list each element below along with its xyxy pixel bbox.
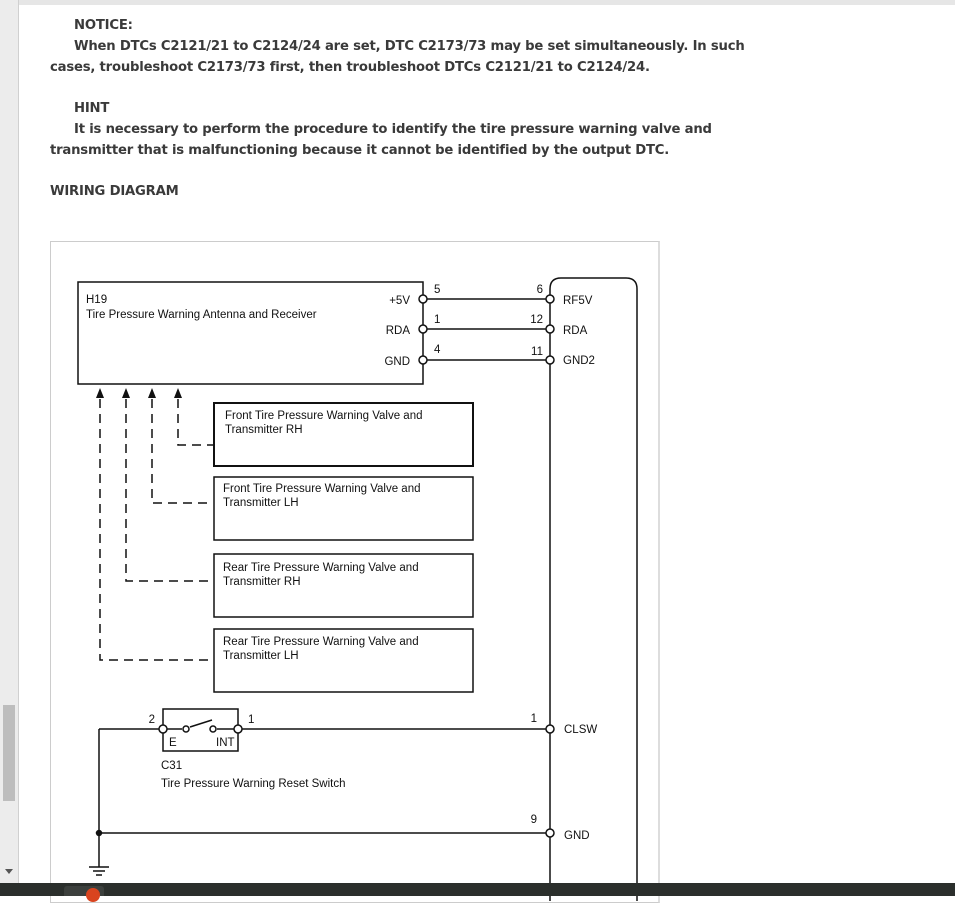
pin-number: 6 [536, 284, 543, 296]
hint-title: HINT [74, 101, 110, 116]
scroll-down-arrow-icon[interactable] [5, 869, 13, 874]
pin-label: GND [564, 830, 590, 842]
pin-label: GND [384, 356, 410, 368]
pin-number: 5 [434, 284, 441, 296]
transmitter-label: Transmitter LH [223, 650, 299, 662]
notice-title: NOTICE: [74, 18, 133, 33]
pin-label: RDA [385, 325, 410, 337]
terminal-label: E [169, 737, 177, 749]
switch-contact [190, 720, 212, 727]
pin-number: 9 [530, 814, 537, 826]
pin-number: 12 [530, 314, 543, 326]
top-edge [0, 0, 955, 5]
pin-number: 4 [434, 344, 441, 356]
vertical-scrollbar[interactable] [0, 0, 19, 883]
pin-number: 1 [248, 714, 255, 726]
junction-dot [97, 831, 102, 836]
notice-line1: When DTCs C2121/21 to C2124/24 are set, DTC C2173/73 may be set simultaneously. In such [74, 39, 745, 54]
app-icon[interactable] [86, 888, 100, 902]
transmitter-label: Transmitter RH [223, 576, 301, 588]
pin-number: 1 [434, 314, 441, 326]
connector-terminals [419, 295, 554, 837]
scrollbar-thumb[interactable] [3, 705, 15, 801]
pin-label: +5V [389, 295, 410, 307]
transmitter-label: Front Tire Pressure Warning Valve and [225, 410, 423, 422]
pin-label: RDA [563, 325, 588, 337]
taskbar [0, 883, 955, 896]
switch-name: Tire Pressure Warning Reset Switch [161, 778, 346, 790]
hint-line1: It is necessary to perform the procedure to identify the tire pressure warning valve and [74, 122, 712, 137]
receiver-box [78, 282, 423, 384]
pin-number: 1 [530, 713, 537, 725]
hint-line2: transmitter that is malfunctioning because it cannot be identified by the output DTC. [50, 143, 670, 158]
wireless-links [100, 399, 213, 660]
pin-label: RF5V [563, 295, 593, 307]
pin-label: GND2 [563, 355, 595, 367]
terminal-label: INT [216, 737, 235, 749]
section-title: WIRING DIAGRAM [50, 184, 179, 199]
transmitter-label: Transmitter LH [223, 497, 299, 509]
notice-line2: cases, troubleshoot C2173/73 first, then troubleshoot DTCs C2121/21 to C2124/24. [50, 60, 650, 75]
pin-number: 2 [148, 714, 155, 726]
ecu-box [550, 278, 637, 901]
switch-code: C31 [161, 760, 183, 772]
transmitter-label: Front Tire Pressure Warning Valve and [223, 483, 421, 495]
pin-number: 11 [531, 346, 543, 358]
wiring-diagram [50, 241, 660, 903]
receiver-name: Tire Pressure Warning Antenna and Receiver [86, 309, 317, 321]
transmitter-label: Rear Tire Pressure Warning Valve and [223, 636, 419, 648]
transmitter-label: Rear Tire Pressure Warning Valve and [223, 562, 419, 574]
pin-label: CLSW [564, 724, 598, 736]
arrow-icons [96, 388, 182, 398]
receiver-code: H19 [86, 294, 108, 306]
transmitter-label: Transmitter RH [225, 424, 303, 436]
